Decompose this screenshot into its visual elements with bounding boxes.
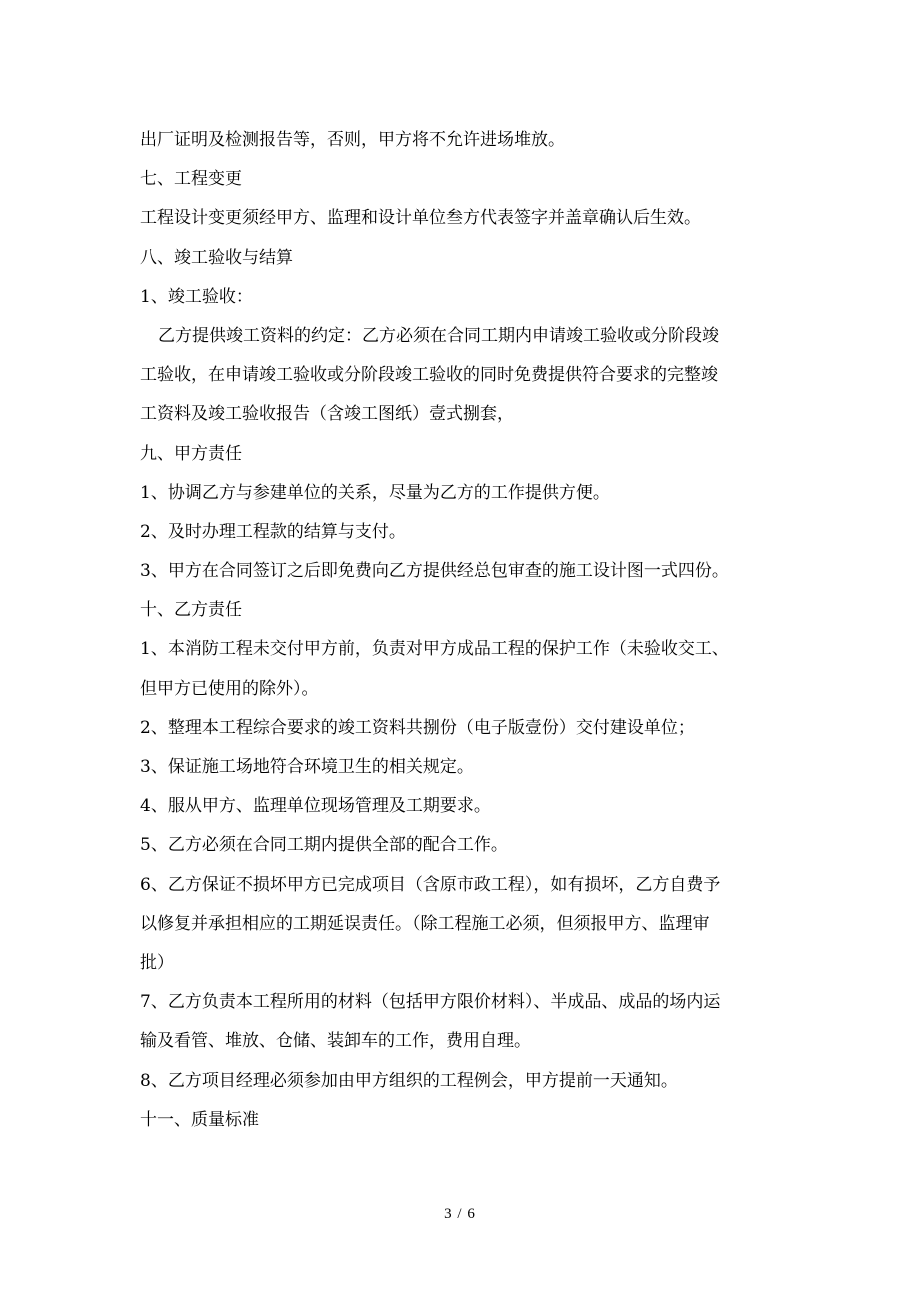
body-line: 乙方提供竣工资料的约定：乙方必须在合同工期内申请竣工验收或分阶段竣 <box>158 325 719 346</box>
list-item: 3、甲方在合同签订之后即免费向乙方提供经总包审查的施工设计图一式四份。 <box>140 561 729 582</box>
list-item-continuation: 输及看管、堆放、仓储、装卸车的工作，费用自理。 <box>140 1031 531 1052</box>
list-item: 4、服从甲方、监理单位现场管理及工期要求。 <box>140 796 491 817</box>
section-heading-party-b-responsibility: 十、乙方责任 <box>140 600 242 621</box>
list-item: 8、乙方项目经理必须参加由甲方组织的工程例会，甲方提前一天通知。 <box>140 1070 678 1091</box>
list-item: 1、协调乙方与参建单位的关系，尽量为乙方的工作提供方便。 <box>140 482 610 503</box>
list-item: 7、乙方负责本工程所用的材料（包括甲方限价材料）、半成品、成品的场内运 <box>140 992 721 1013</box>
page-number: 3 / 6 <box>444 1206 476 1222</box>
body-line: 工资料及竣工验收报告（含竣工图纸）壹式捌套， <box>140 404 514 425</box>
list-item: 6、乙方保证不损坏甲方已完成项目（含原市政工程），如有损坏，乙方自费予 <box>140 874 721 895</box>
list-item-continuation: 以修复并承担相应的工期延误责任。（除工程施工必须，但须报甲方、监理审 <box>140 913 710 934</box>
subsection-heading: 1、竣工验收： <box>140 286 253 307</box>
section-heading-completion-acceptance: 八、竣工验收与结算 <box>140 247 293 268</box>
body-line: 出厂证明及检测报告等，否则，甲方将不允许进场堆放。 <box>140 130 565 150</box>
list-item: 2、整理本工程综合要求的竣工资料共捌份（电子版壹份）交付建设单位； <box>140 717 695 738</box>
section-heading-quality-standard: 十一、质量标准 <box>140 1109 259 1130</box>
list-item: 1、本消防工程未交付甲方前，负责对甲方成品工程的保护工作（未验收交工、 <box>140 639 729 660</box>
document-body <box>140 121 790 1140</box>
list-item: 3、保证施工场地符合环境卫生的相关规定。 <box>140 757 474 777</box>
list-item: 2、及时办理工程款的结算与支付。 <box>140 521 406 542</box>
section-heading-party-a-responsibility: 九、甲方责任 <box>140 443 242 464</box>
list-item-continuation: 但甲方已使用的除外）。 <box>140 678 319 699</box>
body-line: 工验收，在申请竣工验收或分阶段竣工验收的同时免费提供符合要求的完整竣 <box>140 365 718 386</box>
list-item-continuation: 批） <box>140 952 174 973</box>
body-line: 工程设计变更须经甲方、监理和设计单位叁方代表签字并盖章确认后生效。 <box>140 208 701 229</box>
list-item: 5、乙方必须在合同工期内提供全部的配合工作。 <box>140 835 508 856</box>
section-heading-engineering-change: 七、工程变更 <box>140 169 242 190</box>
